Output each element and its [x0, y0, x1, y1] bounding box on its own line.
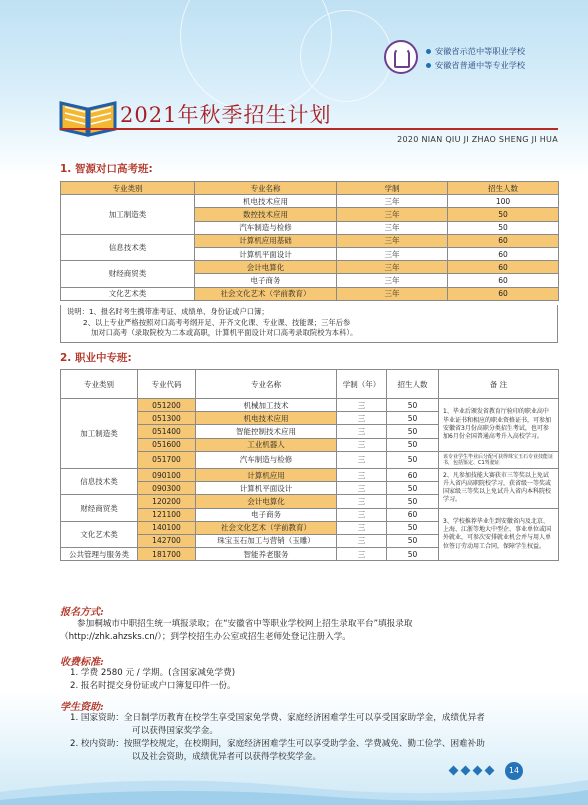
- title-divider: [60, 128, 558, 130]
- quota: 50: [387, 521, 439, 534]
- column-header: 学制（年）: [337, 370, 387, 399]
- text-line: 1. 学费 2580 元 / 学期。(含国家减免学费): [70, 668, 236, 678]
- major-code: 140100: [138, 521, 196, 534]
- text-line: 以及社会资助，成绩优异者可以获得学校奖学金。: [132, 752, 322, 762]
- major-name: 智能养老服务: [196, 548, 337, 561]
- column-header: 招生人数: [387, 370, 439, 399]
- major-name: 机电技术应用: [196, 412, 337, 425]
- quota: 50: [387, 425, 439, 438]
- duration: 三: [337, 438, 387, 451]
- note-line: 2、以上专业严格按照对口高考考纲开足、开齐文化课、专业课、技能课；三年后参: [83, 317, 351, 327]
- duration: 三: [337, 508, 387, 521]
- column-header: 学制: [337, 182, 448, 195]
- table-row: [61, 468, 559, 481]
- fees-heading: 收费标准:: [60, 657, 104, 668]
- duration: 三年: [337, 287, 448, 300]
- major-name: 机械加工技术: [196, 399, 337, 412]
- table-row: [61, 234, 559, 247]
- quota: 50: [387, 548, 439, 561]
- diamond-icon: [449, 766, 459, 776]
- section-2-heading: 2. 职业中专班:: [60, 352, 132, 364]
- footer-wave: [0, 772, 588, 805]
- enroll-heading: 报名方式:: [60, 607, 104, 618]
- remark-cell: 3、学校推荐毕业生到安徽省内及北京、上海、江浙等地大中型企、事业单位或国外就业，可参次安排就业机会并与用人单位签订劳动用工合同，保障学生权益。: [439, 508, 559, 561]
- footer-diamond-icons: [450, 767, 498, 776]
- major-code: 121100: [138, 508, 196, 521]
- quota: 60: [448, 261, 559, 274]
- text-line: 2. 校内资助：按照学校规定，在校期间，家庭经济困难学生可以享受助学金、学费减免、勤工俭学、困难补助: [70, 739, 485, 749]
- duration: 三: [337, 521, 387, 534]
- major-name: 社会文化艺术（学前教育）: [195, 287, 337, 300]
- quota: 50: [387, 482, 439, 495]
- major-name: 机电技术应用: [195, 195, 337, 208]
- major-name: 数控技术应用: [195, 208, 337, 221]
- table-row: [61, 399, 559, 412]
- duration: 三: [337, 451, 387, 468]
- duration: 三年: [337, 247, 448, 260]
- school-title-1: 安徽省示范中等职业学校: [426, 46, 525, 57]
- section-2-table: [60, 369, 559, 561]
- duration: 三年: [337, 221, 448, 234]
- text-line: （http://zhk.ahzsks.cn/）；到学校招生办公室或招生老师处登记注册入学。: [60, 632, 351, 642]
- quota: 50: [448, 208, 559, 221]
- section-1-notes: [60, 305, 558, 343]
- enroll-text: [60, 618, 560, 644]
- major-code: 142700: [138, 534, 196, 547]
- quota: 50: [387, 438, 439, 451]
- duration: 三年: [337, 234, 448, 247]
- table-row: [61, 195, 559, 208]
- diamond-icon: [473, 766, 483, 776]
- table-row: [61, 287, 559, 300]
- fees-text: [60, 667, 560, 693]
- quota: 50: [387, 412, 439, 425]
- duration: 三年: [337, 208, 448, 221]
- duration: 三年: [337, 261, 448, 274]
- decorative-circle: [300, 10, 392, 102]
- column-header: 招生人数: [448, 182, 559, 195]
- major-code: 181700: [138, 548, 196, 561]
- major-name: 计算机应用基础: [195, 234, 337, 247]
- major-name: 智能控制技术应用: [196, 425, 337, 438]
- major-name: 汽车制造与检修: [196, 451, 337, 468]
- quota: 60: [448, 274, 559, 287]
- quota: 60: [448, 287, 559, 300]
- duration: 三: [337, 412, 387, 425]
- major-name: 电子商务: [196, 508, 337, 521]
- quota: 60: [448, 234, 559, 247]
- table-header-row: [61, 182, 559, 195]
- category-cell: 文化艺术类: [61, 287, 195, 300]
- quota: 50: [387, 399, 439, 412]
- aid-text: [60, 712, 560, 764]
- category-cell: 财经商贸类: [61, 261, 195, 287]
- major-code: 051200: [138, 399, 196, 412]
- note-line: 加对口高考（录取院校为二本或高职，计算机平面设计对口高考录取院校为本科）。: [91, 328, 358, 337]
- column-header: 专业类别: [61, 182, 195, 195]
- major-name: 珠宝玉石加工与营销（玉雕）: [196, 534, 337, 547]
- major-name: 会计电算化: [195, 261, 337, 274]
- diamond-icon: [485, 766, 495, 776]
- category-cell: 文化艺术类: [61, 521, 138, 547]
- column-header: 专业类别: [61, 370, 138, 399]
- aid-heading: 学生资助:: [60, 702, 104, 713]
- column-header: 备 注: [439, 370, 559, 399]
- duration: 三: [337, 425, 387, 438]
- category-cell: 加工制造类: [61, 195, 195, 235]
- section-1-table: [60, 181, 559, 301]
- duration: 三: [337, 482, 387, 495]
- major-name: 汽车制造与检修: [195, 221, 337, 234]
- major-code: 051700: [138, 451, 196, 468]
- quota: 50: [387, 451, 439, 468]
- duration: 三: [337, 468, 387, 481]
- major-name: 电子商务: [195, 274, 337, 287]
- major-code: 051400: [138, 425, 196, 438]
- category-cell: 财经商贸类: [61, 495, 138, 521]
- major-name: 社会文化艺术（学前教育）: [196, 521, 337, 534]
- quota: 60: [448, 247, 559, 260]
- remark-cell: 该专业学生毕业后分配可获得珠宝玉石专业技能证书，包括鉴定、C1驾驶证: [439, 451, 559, 468]
- major-name: 计算机平面设计: [195, 247, 337, 260]
- page-title: 2021年秋季招生计划: [120, 103, 332, 127]
- category-cell: 信息技术类: [61, 468, 138, 494]
- quota: 50: [387, 534, 439, 547]
- school-title-2: 安徽省普通中等专业学校: [426, 60, 525, 71]
- section-1-heading: 1. 智源对口高考班:: [60, 163, 153, 175]
- category-cell: 加工制造类: [61, 399, 138, 469]
- remark-cell: 2、凡参加技能大赛获市三等奖以上免试升入省内高职院校学习，获省级一等奖或国家级三等奖以上免试升入省内本科院校学习。: [439, 468, 559, 508]
- major-name: 会计电算化: [196, 495, 337, 508]
- duration: 三: [337, 534, 387, 547]
- text-line: 可以获得国家奖学金。: [132, 726, 218, 736]
- text-line: 参加桐城市中职招生统一填报录取；在“安徽省中等职业学校网上招生录取平台”填报录取: [77, 619, 413, 629]
- table-row: [61, 261, 559, 274]
- page-number: 14: [505, 762, 523, 780]
- duration: 三年: [337, 274, 448, 287]
- category-cell: 公共管理与服务类: [61, 548, 138, 561]
- column-header: 专业名称: [195, 182, 337, 195]
- duration: 三年: [337, 195, 448, 208]
- quota: 60: [387, 468, 439, 481]
- major-name: 计算机平面设计: [196, 482, 337, 495]
- quota: 100: [448, 195, 559, 208]
- major-code: 120200: [138, 495, 196, 508]
- duration: 三: [337, 495, 387, 508]
- major-code: 090300: [138, 482, 196, 495]
- quota: 60: [387, 508, 439, 521]
- school-logo-icon: [384, 40, 418, 74]
- note-line: 说明：1、报名时考生携带准考证、成绩单、身份证或户口簿；: [67, 307, 269, 316]
- text-line: 2. 报名时提交身份证或户口簿复印件一份。: [70, 681, 236, 691]
- diamond-icon: [461, 766, 471, 776]
- remark-cell: 1、毕业后颁发省教育厅验印的职业高中毕业证书和相应的职业资格证书，可参加安徽省3月份高职分类招生考试，也可参加6月份全国普通高考升入高校学习。: [439, 399, 559, 452]
- duration: 三: [337, 548, 387, 561]
- table-header-row: [61, 370, 559, 399]
- quota: 50: [448, 221, 559, 234]
- column-header: 专业名称: [196, 370, 337, 399]
- column-header: 专业代码: [138, 370, 196, 399]
- major-name: 工业机器人: [196, 438, 337, 451]
- text-line: 1. 国家资助：全日制学历教育在校学生享受国家免学费、家庭经济困难学生可以享受国家助学金，成绩优异者: [70, 713, 485, 723]
- quota: 50: [387, 495, 439, 508]
- page-subtitle: 2020 NIAN QIU JI ZHAO SHENG JI HUA: [397, 135, 558, 144]
- duration: 三: [337, 399, 387, 412]
- major-code: 051300: [138, 412, 196, 425]
- open-book-icon: [57, 93, 119, 137]
- major-name: 计算机应用: [196, 468, 337, 481]
- major-code: 090100: [138, 468, 196, 481]
- category-cell: 信息技术类: [61, 234, 195, 260]
- major-code: 051600: [138, 438, 196, 451]
